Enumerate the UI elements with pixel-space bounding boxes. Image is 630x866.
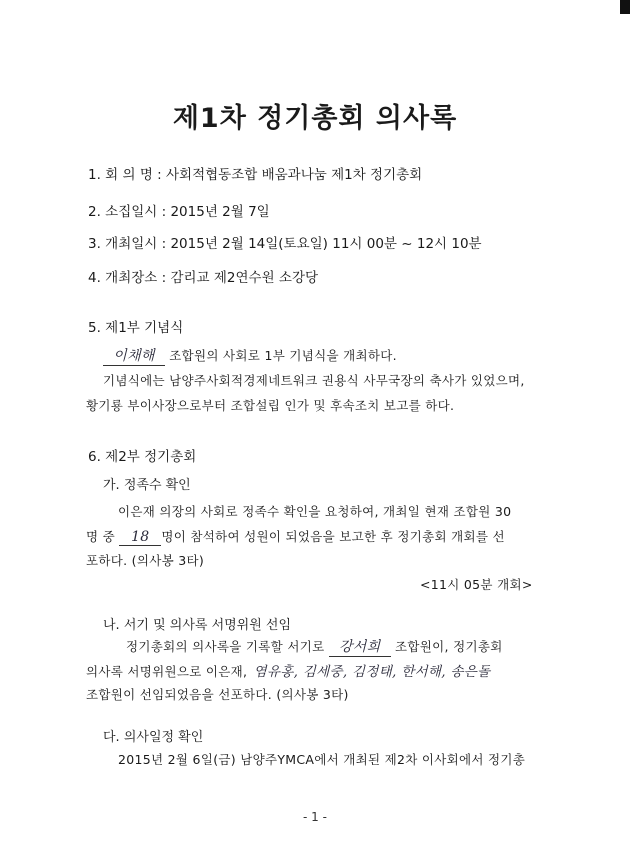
quorum-line1: 이은재 의장의 사회로 정족수 확인을 요청하여, 개최일 현재 조합원 30 (118, 504, 512, 519)
secretary-heading: 나. 서기 및 의사록 서명위원 선임 (103, 618, 292, 633)
part1-heading: 5. 제1부 기념식 (88, 320, 184, 336)
secretary-line3: 조합원이 선임되었음을 선포하다. (의사봉 3타) (86, 687, 349, 702)
secretary-line1-before: 정기총회의 의사록을 기록할 서기로 (126, 639, 325, 654)
page-number: - 1 - (303, 810, 327, 824)
secretary-line2-before: 의사록 서명위원으로 이은재, (86, 664, 248, 679)
quorum-line2-after: 명이 참석하여 성원이 되었음을 보고한 후 정기총회 개회를 선 (161, 529, 505, 544)
handwritten-signer-names: 염유홍, 김세중, 김정태, 한서해, 송은돌 (253, 664, 491, 680)
scan-corner-mark (620, 0, 630, 14)
agenda-heading: 다. 의사일정 확인 (103, 730, 204, 745)
part1-line1 (103, 345, 397, 366)
quorum-line2 (86, 527, 505, 546)
secretary-line1 (126, 636, 503, 657)
document-title: 제1차 정기총회 의사록 (172, 103, 458, 134)
part1-line3: 황기룡 부이사장으로부터 조합설립 인가 및 후속조치 보고를 하다. (86, 398, 455, 413)
part2-heading: 6. 제2부 정기총회 (88, 449, 197, 465)
item-meeting-datetime: 3. 개최일시 : 2015년 2월 14일(토요일) 11시 00분 ~ 12시 10분 (88, 236, 482, 252)
secretary-line2 (86, 660, 492, 680)
quorum-line2-before: 명 중 (86, 529, 116, 544)
handwritten-host-name: 이채해 (103, 345, 165, 366)
handwritten-secretary-name: 강서희 (329, 636, 391, 657)
part1-line2: 기념식에는 남양주사회적경제네트워크 권용식 사무국장의 축사가 있었으며, (103, 373, 525, 388)
part1-line1-text: 조합원의 사회로 1부 기념식을 개최하다. (169, 348, 397, 363)
quorum-line3: 포하다. (의사봉 3타) (86, 553, 205, 568)
item-meeting-name: 1. 회 의 명 : 사회적협동조합 배움과나눔 제1차 정기총회 (88, 167, 423, 183)
handwritten-attendee-count: 18 (119, 529, 161, 546)
quorum-heading: 가. 정족수 확인 (103, 478, 191, 493)
secretary-line1-after: 조합원이, 정기총회 (395, 639, 503, 654)
quorum-time-note: <11시 05분 개회> (420, 577, 533, 592)
agenda-line1: 2015년 2월 6일(금) 남양주YMCA에서 개최된 제2차 이사회에서 정기총 (118, 752, 526, 767)
item-meeting-place: 4. 개최장소 : 감리교 제2연수원 소강당 (88, 270, 319, 286)
item-convocation-date: 2. 소집일시 : 2015년 2월 7일 (88, 204, 270, 220)
